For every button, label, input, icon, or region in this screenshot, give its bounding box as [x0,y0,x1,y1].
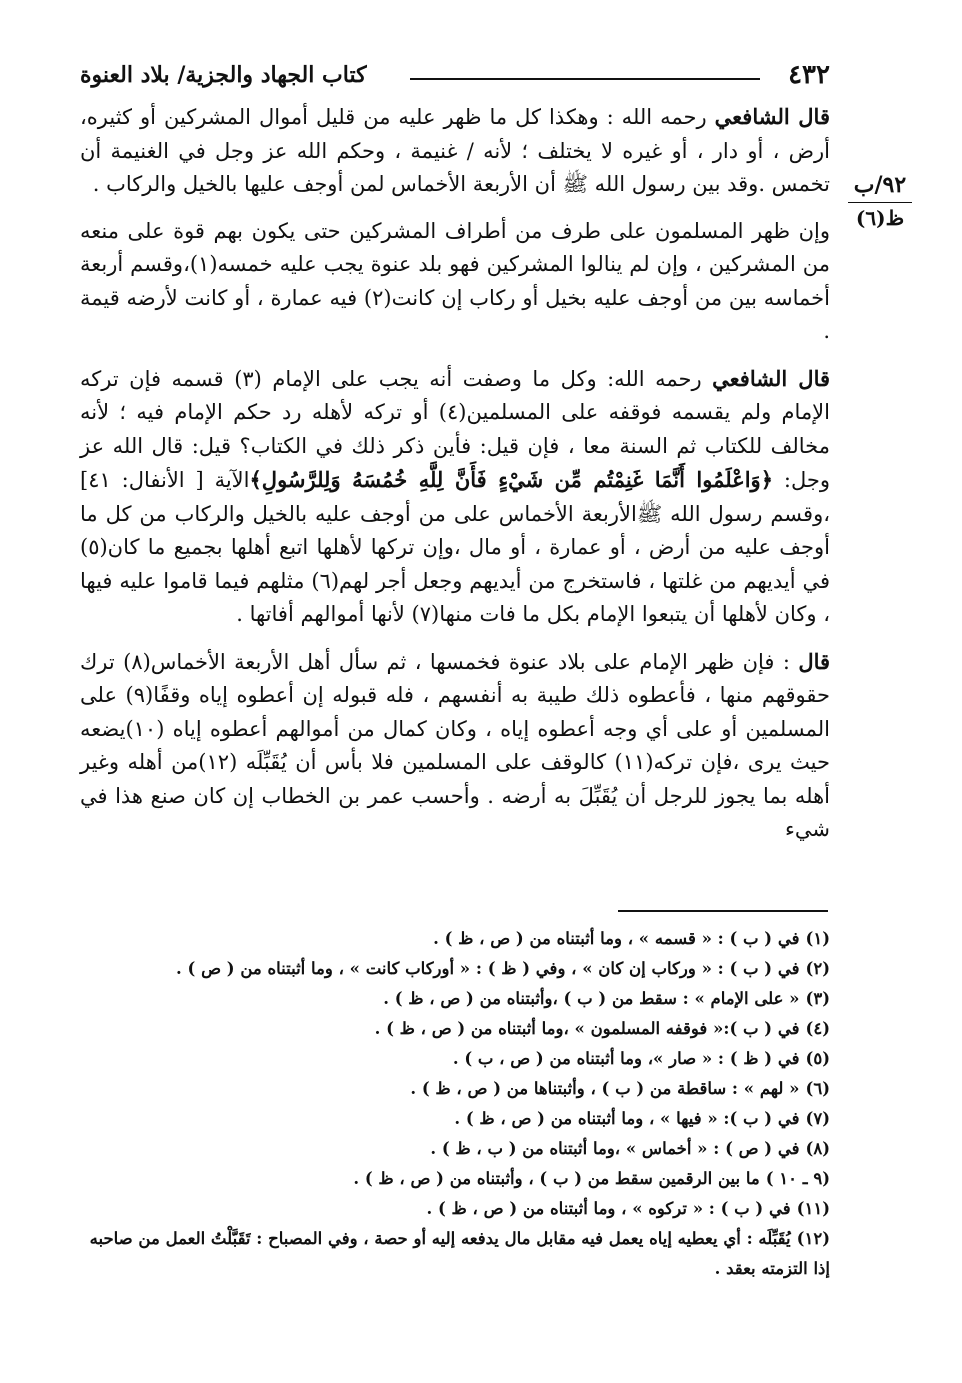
paragraph-2 [80,215,830,349]
footnote-number: (١١) [796,1199,830,1218]
footnote [80,1014,830,1044]
footnote-text: « لهم » : ساقطة من ( ب ) ، وأثبتناها من ( ص ، ظ ) . [410,1079,800,1098]
paragraph-text: الآية [ الأنفال: ٤١] ،وقسم رسول الله ﷺالأربعة الأخماس على من أوجف عليه بالخيل والركاب من كل ما أوجف عليه من أرض ، أو عمارة ، أو مال ،وإن تركها لأهلها اتبع أهلها بجميع ما كان(٥) في أيديهم من غلتها ، فاستخرج من أيديهم وجعل أجر لهم(٦) مثلهم فيما قاموا عليه فيها ، وكان لأهلها أن يتبعوا الإمام بكل ما فات منها(٧) لأنها أموالهم أفاتها . [80,468,831,626]
margin-folio-note [848,170,912,233]
footnote-text: يُقَبِّلَه : أي يعطيه إياه يعمل فيه مقابل مال يدفعه إليه أو حصة ، وفي المصباح : تَقَبَّلْتُ العمل من صاحبه إذا التزمته بعقد . [89,1229,830,1278]
footnote-text: في ( ب ) : « قسمه » ، وما أثبتناه من ( ص ، ظ ) . [433,929,800,948]
margin-ref: ظ(٦) [855,206,905,230]
footnote-number: (٣) [805,989,830,1008]
footnote-number: (٧) [805,1109,830,1128]
footnote-text: في ( ب ) : « وركاب إن كان » ، وفي ( ظ ) : « أوركاب كانت » ، وما أثبتناه من ( ص ) . [176,959,800,978]
footnote [80,954,830,984]
footnote [80,1194,830,1224]
quran-verse: ﴿وَاعْلَمُوا أَنَّمَا غَنِمْتُم مِّن شَيْءٍ فَأَنَّ لِلَّهِ خُمُسَهُ وَلِلرَّسُولِ﴾ [249,467,774,492]
footnote [80,1104,830,1134]
footnote-number: (٩ ـ ١٠ ) [765,1169,830,1188]
footnote-number: (٨) [805,1139,830,1158]
speaker: قال الشافعي [712,365,831,391]
paragraph-text: وإن ظهر المسلمون على طرف من أطراف المشركين حتى يكون بهم قوة على منعه من المشركين ، وإن لم ينالوا المشركين فهو بلد عنوة يجب عليه خمسه(١)،وقسم أربعة أخماسه بين من أوجف عليه بخيل أو ركاب إن كانت(٢) فيه عمارة ، أو كانت لأرضه قيمة . [80,218,830,343]
footnote-text: في ( ب ):« فوقفه المسلمون » ،وما أثبتناه من ( ص ، ظ ) . [374,1019,800,1038]
page-header [80,58,830,94]
footnotes [80,924,830,1284]
footnote [80,1074,830,1104]
paragraph-text: رحمه الله : وهكذا كل ما ظهر عليه من قليل أموال المشركين أو كثيره، أرض ، أو دار ، أو غيره لا يختلف ؛ لأنه / غنيمة ، وحكم الله عز وجل في الغنيمة أن تخمس .وقد بين رسول الله ﷺ أن الأربعة الأخماس لمن أوجف عليها بالخيل والركاب . [80,105,830,196]
footnote [80,1134,830,1164]
footnote [80,924,830,954]
footnote-text: في ( ص ) : « أخماس » ،وما أثبتناه من ( ب ، ظ ) . [430,1139,800,1158]
speaker: قال [798,648,831,674]
footnote [80,1044,830,1074]
footnote-text: في ( ب ): « فيها » ، وما أثبتناه من ( ص ، ظ ) . [454,1109,800,1128]
speaker: قال الشافعي [714,104,830,129]
paragraph-3 [80,362,830,632]
footnote-number: (٦) [805,1079,830,1098]
footnote-text: في ( ظ ) : « صار »، وما أثبتناه من ( ص ، ب ) . [452,1049,800,1068]
main-text [80,100,830,860]
footnote [80,1224,830,1284]
footnote [80,984,830,1014]
footnote-text: « على الإمام » : سقط من ( ب ) ،وأثبتناه من ( ص ، ظ ) . [383,989,800,1008]
margin-folio: ٩٢/ب [848,170,912,203]
paragraph-4 [80,645,830,847]
footnote-number: (٢) [805,959,830,978]
footnote-number: (١) [805,929,830,948]
footnote [80,1164,830,1194]
footnote-number: (١٢) [796,1229,830,1248]
footnote-text: في ( ب ) : « تركوه » ، وما أثبتناه من ( ص ، ظ ) . [426,1199,791,1218]
footnote-number: (٤) [805,1019,830,1038]
paragraph-text: رحمه الله: وكل ما وصفت أنه يجب على الإمام (٣) قسمه فإن تركه الإمام ولم يقسمه فوقفه على المسلمين(٤) أو تركه لأهله رد حكم الإمام فيه ؛ لأنه مخالف للكتاب ثم السنة معا ، فإن قيل: فأين ذكر ذلك في الكتاب؟ قيل: قال الله عز وجل: [80,366,830,492]
running-title: كتاب الجهاد والجزية/ بلاد العنوة [80,62,367,88]
footnote-rule [618,910,828,912]
page-number: ٤٣٢ [788,60,830,90]
paragraph-1 [80,100,830,202]
footnote-number: (٥) [805,1049,830,1068]
paragraph-text: : فإن ظهر الإمام على بلاد عنوة فخمسها ، ثم سأل أهل الأربعة الأخماس(٨) ترك حقوقهم منها ، فأعطوه ذلك طيبة به أنفسهم ، فله قبوله إن أعطوه إياه وقفًا(٩) على المسلمين أو على أي وجه أعطوه إياه ، وكان كمال من أموالهم أعطوه إياه (١٠)يضعه حيث يرى ،فإن تركه(١١) كالوقف على المسلمين فلا بأس أن يُقَبِّلَه (١٢)من أهله وغير أهله بما يجوز للرجل أن يُقَبِّلَ به أرضه . وأحسب عمر بن الخطاب إن كان صنع هذا في شيء [80,649,831,841]
footnote-text: ما بين الرقمين سقط من ( ب ) ، وأثبتناه من ( ص ، ظ ) . [353,1169,760,1188]
header-rule [410,78,760,80]
